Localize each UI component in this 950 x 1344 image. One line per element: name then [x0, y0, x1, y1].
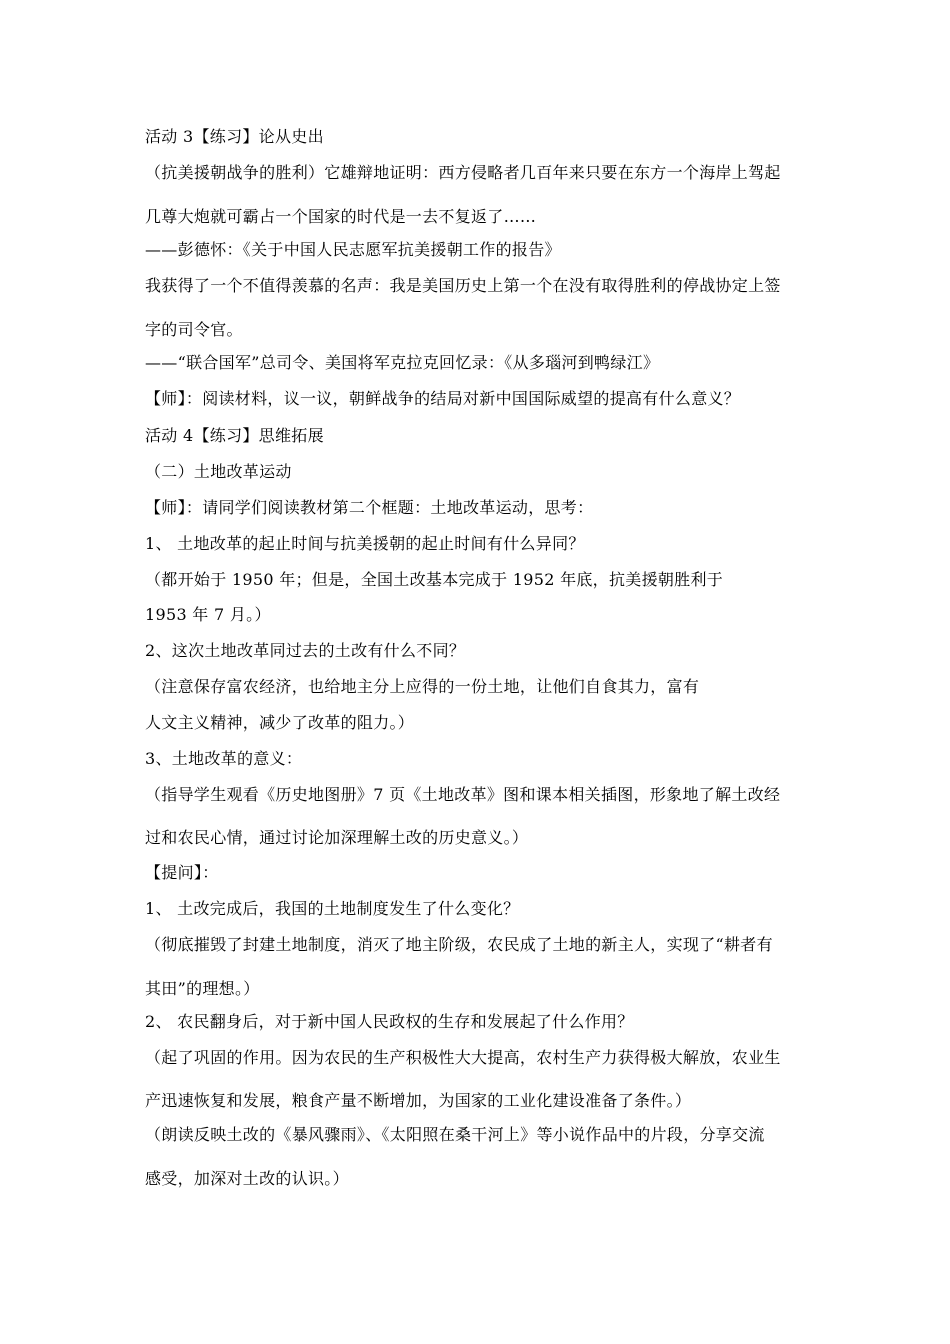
teacher-instruction: 【师】：请同学们阅读教材第二个框题：土地改革运动，思考： [145, 498, 594, 517]
quote-clark-line-2: 字的司令官。 [145, 320, 243, 339]
ask-answer-1-line-2: 其田”的理想。） [145, 979, 260, 998]
question-2: 2、这次土地改革同过去的土改有什么不同？ [145, 641, 466, 660]
teacher-question-1: 【师】：阅读材料，议一议，朝鲜战争的结局对新中国国际威望的提高有什么意义？ [145, 389, 741, 408]
answer-2-line-2: 人文主义精神，减少了改革的阻力。） [145, 713, 415, 732]
answer-2-line-1: （注意保存富农经济，也给地主分上应得的一份土地，让他们自食其力，富有 [145, 677, 700, 696]
ask-question-1: 1、 土改完成后，我国的土地制度发生了什么变化？ [145, 899, 520, 918]
ask-question-2: 2、 农民翻身后，对于新中国人民政权的生存和发展起了什么作用？ [145, 1012, 634, 1031]
reading-activity-line-2: 感受，加深对土改的认识。） [145, 1169, 349, 1188]
quote-peng-source: ——彭德怀：《关于中国人民志愿军抗美援朝工作的报告》 [145, 240, 561, 259]
quote-peng-line-1: （抗美援朝战争的胜利）它雄辩地证明：西方侵略者几百年来只要在东方一个海岸上驾起 [145, 163, 781, 182]
answer-1-line-1: （都开始于 1950 年；但是，全国土改基本完成于 1952 年底，抗美援朝胜利于 [145, 570, 724, 589]
reading-activity-line-1: （朗读反映土改的《暴风骤雨》、《太阳照在桑干河上》等小说作品中的片段，分享交流 [145, 1125, 765, 1144]
guide-line-1: （指导学生观看《历史地图册》7 页《土地改革》图和课本相关插图，形象地了解土改经 [145, 785, 781, 804]
quote-clark-line-1: 我获得了一个不值得羡慕的名声：我是美国历史上第一个在没有取得胜利的停战协定上签 [145, 276, 781, 295]
ask-answer-2-line-1: （起了巩固的作用。因为农民的生产积极性大大提高，农村生产力获得极大解放，农业生 [145, 1048, 781, 1067]
section-land-reform-title: （二）土地改革运动 [145, 462, 292, 481]
activity-3-heading: 活动 3【练习】论从史出 [145, 127, 324, 146]
ask-heading: 【提问】： [145, 863, 219, 882]
question-3: 3、土地改革的意义： [145, 749, 303, 768]
ask-answer-1-line-1: （彻底摧毁了封建土地制度，消灭了地主阶级，农民成了土地的新主人，实现了“耕者有 [145, 935, 773, 954]
quote-peng-line-2: 几尊大炮就可霸占一个国家的时代是一去不复返了…… [145, 207, 537, 226]
answer-1-line-2: 1953 年 7 月。） [145, 605, 271, 624]
activity-4-heading: 活动 4【练习】思维拓展 [145, 426, 324, 445]
guide-line-2: 过和农民心情，通过讨论加深理解土改的历史意义。） [145, 828, 529, 847]
quote-clark-source: ——“联合国军”总司令、美国将军克拉克回忆录：《从多瑙河到鸭绿江》 [145, 353, 660, 372]
ask-answer-2-line-2: 产迅速恢复和发展，粮食产量不断增加，为国家的工业化建设准备了条件。） [145, 1091, 692, 1110]
question-1: 1、 土地改革的起止时间与抗美援朝的起止时间有什么异同？ [145, 534, 585, 553]
